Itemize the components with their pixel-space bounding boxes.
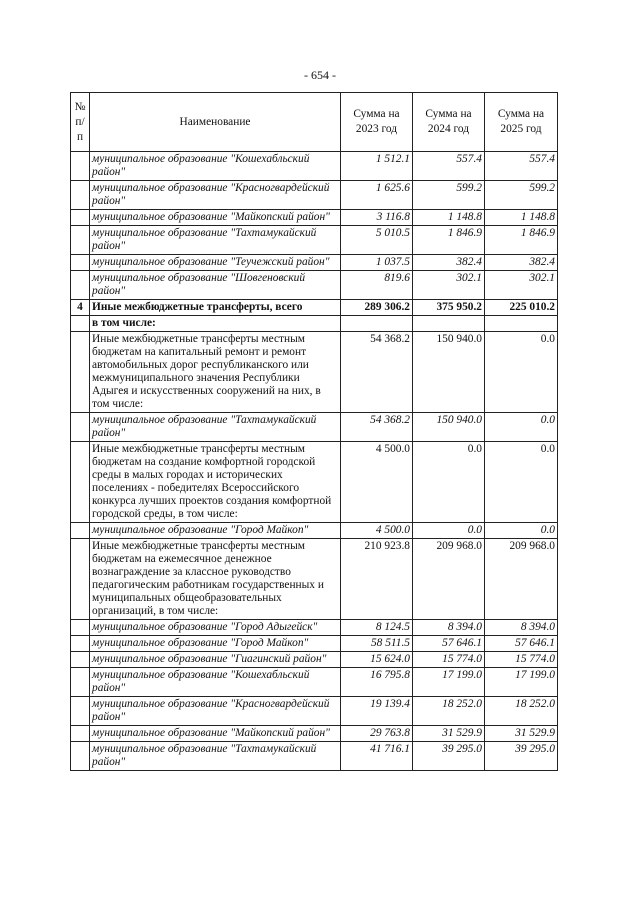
- table-row: [71, 668, 558, 697]
- row-name: муниципальное образование "Город Адыгейск": [90, 620, 341, 636]
- row-value-2025: 0.0: [485, 442, 558, 523]
- row-value-2025: 557.4: [485, 152, 558, 181]
- table-row: [71, 636, 558, 652]
- row-value-2025: 0.0: [485, 332, 558, 413]
- row-num: [71, 210, 90, 226]
- row-value-2023: 54 368.2: [341, 413, 413, 442]
- row-value-2025: 15 774.0: [485, 652, 558, 668]
- row-value-2025: [485, 316, 558, 332]
- row-name: Иные межбюджетные трансферты местным бюджетам на создание комфортной городской среды в малых городах и исторических поселениях - победителях Всероссийского конкурса лучших проектов создания комфортной городской среды, в том числе:: [90, 442, 341, 523]
- row-value-2025: 599.2: [485, 181, 558, 210]
- table-row: [71, 413, 558, 442]
- row-value-2023: 16 795.8: [341, 668, 413, 697]
- row-value-2024: 1 148.8: [413, 210, 485, 226]
- row-name: муниципальное образование "Кошехабльский район": [90, 668, 341, 697]
- row-value-2023: 1 625.6: [341, 181, 413, 210]
- row-num: [71, 442, 90, 523]
- row-name: муниципальное образование "Гиагинский район": [90, 652, 341, 668]
- row-num: [71, 620, 90, 636]
- table-row: [71, 300, 558, 316]
- row-value-2024: 0.0: [413, 523, 485, 539]
- row-value-2023: 8 124.5: [341, 620, 413, 636]
- row-value-2023: 1 512.1: [341, 152, 413, 181]
- row-name: муниципальное образование "Майкопский район": [90, 726, 341, 742]
- row-value-2024: 302.1: [413, 271, 485, 300]
- row-value-2025: 1 148.8: [485, 210, 558, 226]
- row-value-2025: 17 199.0: [485, 668, 558, 697]
- row-value-2023: [341, 316, 413, 332]
- row-value-2023: 15 624.0: [341, 652, 413, 668]
- row-num: [71, 255, 90, 271]
- row-value-2024: 1 846.9: [413, 226, 485, 255]
- row-value-2024: 8 394.0: [413, 620, 485, 636]
- table-row: [71, 271, 558, 300]
- row-value-2024: 209 968.0: [413, 539, 485, 620]
- row-name: муниципальное образование "Город Майкоп": [90, 523, 341, 539]
- table-row: [71, 726, 558, 742]
- row-name: муниципальное образование "Кошехабльский район": [90, 152, 341, 181]
- row-value-2023: 210 923.8: [341, 539, 413, 620]
- row-value-2024: 17 199.0: [413, 668, 485, 697]
- row-name: муниципальное образование "Теучежский район": [90, 255, 341, 271]
- row-name: муниципальное образование "Шовгеновский район": [90, 271, 341, 300]
- table-row: [71, 152, 558, 181]
- row-num: [71, 271, 90, 300]
- row-value-2023: 29 763.8: [341, 726, 413, 742]
- row-num: [71, 539, 90, 620]
- row-name: муниципальное образование "Город Майкоп": [90, 636, 341, 652]
- row-value-2024: 31 529.9: [413, 726, 485, 742]
- row-num: [71, 152, 90, 181]
- header-2023: Сумма на 2023 год: [341, 93, 413, 152]
- row-num: [71, 652, 90, 668]
- table-row: [71, 742, 558, 771]
- table-row: [71, 255, 558, 271]
- row-value-2023: 289 306.2: [341, 300, 413, 316]
- row-value-2025: 209 968.0: [485, 539, 558, 620]
- row-value-2023: 41 716.1: [341, 742, 413, 771]
- row-value-2023: 819.6: [341, 271, 413, 300]
- row-value-2025: 382.4: [485, 255, 558, 271]
- row-value-2025: 8 394.0: [485, 620, 558, 636]
- row-name: муниципальное образование "Тахтамукайский район": [90, 226, 341, 255]
- table-row: [71, 210, 558, 226]
- row-num: [71, 742, 90, 771]
- row-num: [71, 523, 90, 539]
- page-number: - 654 -: [304, 68, 336, 82]
- row-value-2023: 19 139.4: [341, 697, 413, 726]
- table-row: [71, 652, 558, 668]
- table-row: [71, 226, 558, 255]
- row-value-2023: 1 037.5: [341, 255, 413, 271]
- row-name: Иные межбюджетные трансферты местным бюджетам на капитальный ремонт и ремонт автомобильных дорог республиканского или межмуниципального значения Республики Адыгея и искусственных сооружений на них, в том числе:: [90, 332, 341, 413]
- row-num: [71, 413, 90, 442]
- table-row: [71, 332, 558, 413]
- row-name: муниципальное образование "Красногвардейский район": [90, 181, 341, 210]
- table-row: [71, 620, 558, 636]
- row-name: муниципальное образование "Тахтамукайский район": [90, 742, 341, 771]
- table-header-row: [71, 93, 558, 152]
- row-value-2025: 1 846.9: [485, 226, 558, 255]
- row-name: в том числе:: [90, 316, 341, 332]
- row-value-2023: 54 368.2: [341, 332, 413, 413]
- row-name: муниципальное образование "Тахтамукайский район": [90, 413, 341, 442]
- row-value-2023: 5 010.5: [341, 226, 413, 255]
- budget-table: [70, 92, 558, 771]
- row-value-2024: 39 295.0: [413, 742, 485, 771]
- row-value-2023: 4 500.0: [341, 442, 413, 523]
- row-value-2024: 57 646.1: [413, 636, 485, 652]
- row-value-2024: 557.4: [413, 152, 485, 181]
- row-value-2025: 18 252.0: [485, 697, 558, 726]
- table-row: [71, 539, 558, 620]
- header-2025: Сумма на 2025 год: [485, 93, 558, 152]
- row-value-2025: 0.0: [485, 413, 558, 442]
- row-value-2025: 302.1: [485, 271, 558, 300]
- header-num: № п/п: [71, 93, 90, 152]
- table-row: [71, 697, 558, 726]
- row-value-2023: 4 500.0: [341, 523, 413, 539]
- table-row: [71, 316, 558, 332]
- row-num: [71, 668, 90, 697]
- row-value-2024: 375 950.2: [413, 300, 485, 316]
- row-value-2024: 15 774.0: [413, 652, 485, 668]
- row-name: Иные межбюджетные трансферты местным бюджетам на ежемесячное денежное вознаграждение за классное руководство педагогическим работникам государственных и муниципальных общеобразовательных организаций, в том числе:: [90, 539, 341, 620]
- row-value-2025: 39 295.0: [485, 742, 558, 771]
- row-value-2024: 150 940.0: [413, 332, 485, 413]
- header-name: Наименование: [90, 93, 341, 152]
- row-value-2025: 0.0: [485, 523, 558, 539]
- row-value-2024: 18 252.0: [413, 697, 485, 726]
- row-value-2024: 0.0: [413, 442, 485, 523]
- table-row: [71, 523, 558, 539]
- row-name: Иные межбюджетные трансферты, всего: [90, 300, 341, 316]
- row-num: [71, 332, 90, 413]
- row-num: [71, 636, 90, 652]
- row-value-2025: 57 646.1: [485, 636, 558, 652]
- row-num: 4: [71, 300, 90, 316]
- table-body: [71, 152, 558, 771]
- row-value-2024: 150 940.0: [413, 413, 485, 442]
- row-num: [71, 181, 90, 210]
- row-num: [71, 226, 90, 255]
- table-row: [71, 181, 558, 210]
- row-value-2025: 31 529.9: [485, 726, 558, 742]
- row-num: [71, 697, 90, 726]
- table-row: [71, 442, 558, 523]
- row-value-2025: 225 010.2: [485, 300, 558, 316]
- row-name: муниципальное образование "Красногвардейский район": [90, 697, 341, 726]
- row-num: [71, 726, 90, 742]
- row-value-2023: 58 511.5: [341, 636, 413, 652]
- row-value-2024: [413, 316, 485, 332]
- row-value-2024: 382.4: [413, 255, 485, 271]
- row-value-2023: 3 116.8: [341, 210, 413, 226]
- header-2024: Сумма на 2024 год: [413, 93, 485, 152]
- row-value-2024: 599.2: [413, 181, 485, 210]
- row-num: [71, 316, 90, 332]
- row-name: муниципальное образование "Майкопский район": [90, 210, 341, 226]
